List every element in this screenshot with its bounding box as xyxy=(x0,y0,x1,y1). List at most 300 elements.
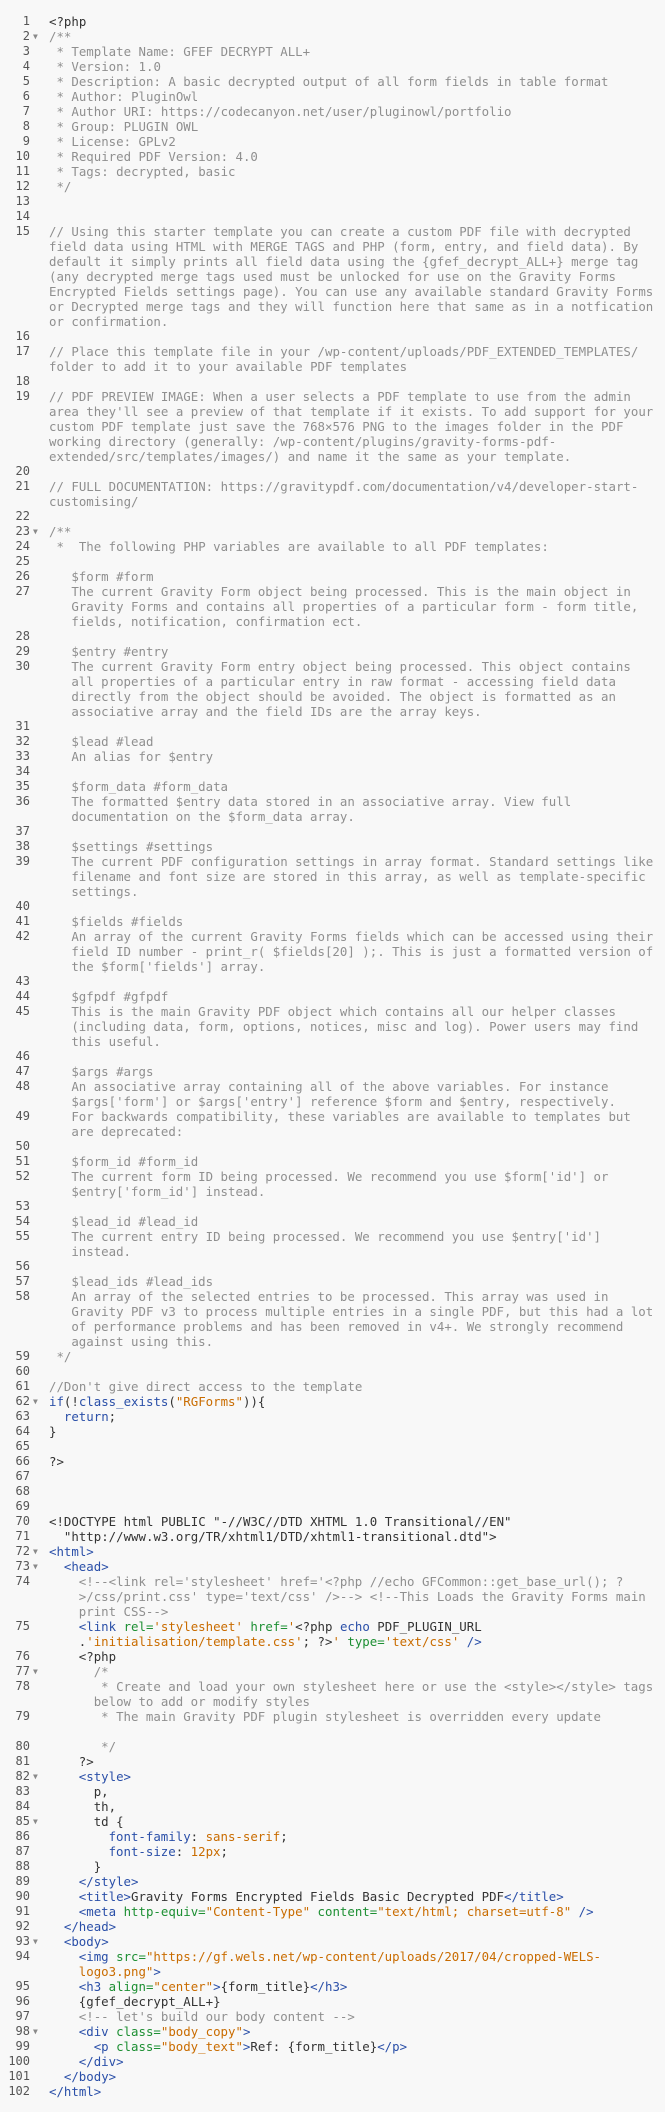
code-line[interactable] xyxy=(49,1994,657,2009)
code-token: ' xyxy=(332,1634,340,1649)
line-number: 20 xyxy=(15,464,30,478)
line-number: 2 xyxy=(22,29,30,43)
line-number: 43 xyxy=(15,974,30,988)
line-number: 69 xyxy=(15,1499,30,1513)
line-number: 56 xyxy=(15,1259,30,1273)
code-token: * Description: A basic decrypted output of all form fields in table format xyxy=(49,74,609,89)
code-line[interactable] xyxy=(49,149,657,164)
line-number: 75 xyxy=(15,1619,30,1633)
code-line[interactable] xyxy=(49,1754,657,1769)
line-number: 92 xyxy=(15,1919,30,1933)
line-number: 68 xyxy=(15,1484,30,1498)
code-token: http-equiv= xyxy=(123,1904,206,1919)
code-token: > xyxy=(242,2024,251,2039)
code-token: <?php xyxy=(78,1649,117,1664)
line-number: 3 xyxy=(22,44,30,58)
code-token: p, xyxy=(93,1784,109,1799)
code-token: $entry #entry xyxy=(71,644,169,659)
code-token: href= xyxy=(242,1619,288,1634)
code-token: An associative array containing all of the above variables. For instance $args['form'] or $args['entry'] reference $form and $entry, respectively. xyxy=(71,1079,616,1109)
code-token: /** xyxy=(49,29,72,44)
line-number: 35 xyxy=(15,779,30,793)
code-token: <html> xyxy=(49,1544,94,1559)
line-number: 28 xyxy=(15,629,30,643)
line-number: 64 xyxy=(15,1424,30,1438)
code-token: </head> xyxy=(63,1919,117,1934)
code-line[interactable] xyxy=(49,644,657,659)
code-token: <body> xyxy=(63,1934,109,1949)
line-number: 41 xyxy=(15,914,30,928)
line-number: 98 xyxy=(15,2024,30,2038)
code-token: $lead_ids #lead_ids xyxy=(71,1274,214,1289)
code-line[interactable] xyxy=(49,2009,657,2024)
line-number: 70 xyxy=(15,1514,30,1528)
code-line[interactable] xyxy=(49,29,657,44)
code-line[interactable] xyxy=(49,224,661,329)
code-line[interactable] xyxy=(49,659,657,719)
code-token: (! xyxy=(63,1394,79,1409)
code-token: {gfef_decrypt_ALL+} xyxy=(78,1994,221,2009)
line-number: 80 xyxy=(15,1739,30,1753)
code-line[interactable] xyxy=(49,524,657,539)
line-number: 62 xyxy=(15,1394,30,1408)
code-line[interactable] xyxy=(49,1649,657,1664)
code-token: <p xyxy=(93,2039,117,2054)
code-token: * Template Name: GFEF DECRYPT ALL+ xyxy=(49,44,311,59)
fold-triangle-icon[interactable]: ▼ xyxy=(33,1562,38,1571)
line-number: 73 xyxy=(15,1559,30,1573)
line-number: 88 xyxy=(15,1859,30,1873)
code-line[interactable] xyxy=(49,74,657,89)
code-token: 12px xyxy=(190,1844,221,1859)
line-number: 17 xyxy=(15,344,30,358)
code-token: /* xyxy=(93,1664,109,1679)
code-line[interactable] xyxy=(49,1784,657,1799)
code-token: ; ?> xyxy=(302,1634,333,1649)
line-number: 12 xyxy=(15,179,30,193)
code-token: src= xyxy=(116,1949,146,1964)
code-line[interactable] xyxy=(49,1409,657,1424)
code-token: $fields #fields xyxy=(71,914,184,929)
line-number: 16 xyxy=(15,329,30,343)
line-number: 71 xyxy=(15,1529,30,1543)
code-token: echo xyxy=(339,1619,370,1634)
line-number: 22 xyxy=(15,509,30,523)
code-token: Gravity Forms Encrypted Fields Basic Decrypted PDF xyxy=(131,1889,505,1904)
line-number: 19 xyxy=(15,389,30,403)
code-token: <?php xyxy=(295,1619,340,1634)
code-token: * Author URI: https://codecanyon.net/user/pluginowl/portfolio xyxy=(49,104,512,119)
code-line[interactable] xyxy=(49,44,657,59)
code-line[interactable] xyxy=(49,1979,657,1994)
code-token: </title> xyxy=(504,1889,564,1904)
code-token: // Using this starter template you can create a custom PDF file with decrypted field data using HTML with MERGE TAGS and PHP (form, entry, and field data). By default it simply prints all field data using the {gfef_decrypt_ALL+} merge tag (any decrypted merge tags used must be unlocked for use on the Gravity Forms Encrypted Fields settings page). You can use any available standard Gravity Forms or Decrypted merge tags and they will function here that same as in a notfication or confirmation. xyxy=(49,224,661,329)
code-line[interactable] xyxy=(49,1859,657,1874)
code-line[interactable] xyxy=(49,1289,661,1349)
code-token: <!--<link rel='stylesheet' href='<?php //echo GFCommon::get_base_url(); ?>/css/print.css' type='text/css' />--> <!--This Loads the Gravity Forms main print CSS--> xyxy=(78,1574,654,1619)
code-line[interactable] xyxy=(49,1619,657,1649)
code-token: $lead_id #lead_id xyxy=(71,1214,199,1229)
line-number: 67 xyxy=(15,1469,30,1483)
code-token: $lead #lead xyxy=(71,734,154,749)
fold-triangle-icon[interactable]: ▼ xyxy=(33,2027,38,2036)
code-token: <!-- let's build our body content --> xyxy=(78,2009,355,2024)
code-line[interactable] xyxy=(49,1769,657,1784)
line-number: 46 xyxy=(15,1049,30,1063)
code-line[interactable] xyxy=(49,584,657,629)
code-token: } xyxy=(93,1859,102,1874)
fold-triangle-icon[interactable]: ▼ xyxy=(33,1547,38,1556)
code-token: ; xyxy=(220,1844,228,1859)
code-token: ; xyxy=(280,1829,288,1844)
code-line[interactable] xyxy=(49,1874,657,1889)
code-token: The formatted $entry data stored in an associative array. View full documentation on the $form_data array. xyxy=(71,794,579,824)
code-line[interactable] xyxy=(49,134,657,149)
code-token: { xyxy=(257,1394,266,1409)
code-line[interactable] xyxy=(49,2084,657,2099)
code-token: * The main Gravity PDF plugin stylesheet is overridden every update xyxy=(93,1709,601,1724)
code-line[interactable] xyxy=(49,2039,657,2054)
line-number: 102 xyxy=(8,2084,30,2098)
code-line[interactable] xyxy=(49,1544,657,1559)
code-token: ' xyxy=(287,1619,296,1634)
code-token: "text/html; charset=utf-8" xyxy=(377,1904,572,1919)
code-line[interactable] xyxy=(49,914,657,929)
line-number: 83 xyxy=(15,1784,30,1798)
code-token: )) xyxy=(242,1394,258,1409)
code-token: "Content-Type" xyxy=(205,1904,311,1919)
code-line[interactable] xyxy=(49,794,657,824)
code-token: // FULL DOCUMENTATION: https://gravitypdf.com/documentation/v4/developer-start-customising/ xyxy=(49,479,639,509)
code-line[interactable] xyxy=(49,344,657,374)
line-number: 10 xyxy=(15,149,30,163)
code-token: * Tags: decrypted, basic xyxy=(49,164,236,179)
code-token: $args #args xyxy=(71,1064,154,1079)
line-number: 65 xyxy=(15,1439,30,1453)
code-token: For backwards compatibility, these variables are available to templates but are deprecated: xyxy=(71,1109,639,1139)
line-number: 8 xyxy=(22,119,30,133)
code-line[interactable] xyxy=(49,1889,657,1904)
fold-triangle-icon[interactable]: ▼ xyxy=(33,1772,38,1781)
code-token: ?> xyxy=(49,1454,64,1469)
code-line[interactable] xyxy=(49,749,657,764)
line-number: 76 xyxy=(15,1649,30,1663)
code-token: type= xyxy=(339,1634,385,1649)
line-number: 11 xyxy=(15,164,30,178)
line-number: 31 xyxy=(15,719,30,733)
code-token: */ xyxy=(49,1349,72,1364)
code-line[interactable] xyxy=(49,1004,657,1049)
code-token: </html> xyxy=(49,2084,102,2099)
line-number: 89 xyxy=(15,1874,30,1888)
code-token: $form_id #form_id xyxy=(71,1154,199,1169)
code-token: </h3> xyxy=(310,1979,348,1994)
line-number: 95 xyxy=(15,1979,30,1993)
line-number: 82 xyxy=(15,1769,30,1783)
code-token: The current form ID being processed. We recommend you use $form['id'] or $entry['form_id'] instead. xyxy=(71,1169,616,1199)
code-line[interactable] xyxy=(49,1349,657,1364)
code-token: ?> xyxy=(78,1754,94,1769)
line-number: 24 xyxy=(15,539,30,553)
line-number: 36 xyxy=(15,794,30,808)
code-token: "center" xyxy=(153,1979,214,1994)
line-number: 79 xyxy=(15,1709,30,1723)
code-token: */ xyxy=(93,1739,117,1754)
code-line[interactable] xyxy=(49,2024,657,2039)
line-number: 21 xyxy=(15,479,30,493)
code-token: th, xyxy=(93,1799,117,1814)
code-token: $gfpdf #gfpdf xyxy=(71,989,169,1004)
code-line[interactable] xyxy=(49,1559,657,1574)
code-line[interactable] xyxy=(49,1709,657,1724)
line-number: 15 xyxy=(15,224,30,238)
line-number: 53 xyxy=(15,1199,30,1213)
code-token: return xyxy=(63,1409,109,1424)
code-token: 'stylesheet' xyxy=(153,1619,243,1634)
code-token: /> xyxy=(571,1904,594,1919)
code-line[interactable] xyxy=(49,59,657,74)
line-number: 32 xyxy=(15,734,30,748)
line-number: 66 xyxy=(15,1454,30,1468)
code-token: : xyxy=(175,1844,191,1859)
code-token: > xyxy=(213,1979,221,1994)
code-line[interactable] xyxy=(49,1574,657,1619)
code-token: </body> xyxy=(63,2069,117,2084)
code-token: <div xyxy=(78,2024,117,2039)
code-line[interactable] xyxy=(49,1814,657,1829)
code-line[interactable] xyxy=(49,1844,657,1859)
code-line[interactable] xyxy=(49,854,661,899)
line-number: 78 xyxy=(15,1679,30,1693)
code-token: align= xyxy=(108,1979,154,1994)
code-line[interactable] xyxy=(49,1664,657,1679)
code-token: PDF_PLUGIN_URL . xyxy=(78,1619,490,1649)
line-number: 33 xyxy=(15,749,30,763)
line-number: 90 xyxy=(15,1889,30,1903)
line-number: 100 xyxy=(8,2054,30,2068)
code-token: sans-serif xyxy=(205,1829,281,1844)
line-number: 5 xyxy=(22,74,30,88)
line-number: 25 xyxy=(15,554,30,568)
fold-triangle-icon[interactable]: ▼ xyxy=(33,1667,38,1676)
code-token: // Place this template file in your /wp-content/uploads/PDF_EXTENDED_TEMPLATES/ folder to add it to your available PDF templates xyxy=(49,344,646,374)
code-line[interactable] xyxy=(49,1154,657,1169)
code-token: <style> xyxy=(78,1769,132,1784)
fold-triangle-icon[interactable]: ▼ xyxy=(33,527,38,536)
code-token: <!DOCTYPE html PUBLIC "-//W3C//DTD XHTML 1.0 Transitional//EN" "http://www.w3.org/TR/xhtml1/DTD/xhtml1-transitional.dtd"> xyxy=(49,1514,512,1544)
code-line[interactable] xyxy=(49,89,657,104)
line-number: 7 xyxy=(22,104,30,118)
code-token: <?php xyxy=(49,14,87,29)
line-number: 37 xyxy=(15,824,30,838)
line-number: 27 xyxy=(15,584,30,598)
code-line[interactable] xyxy=(49,1829,657,1844)
line-number: 93 xyxy=(15,1934,30,1948)
fold-triangle-icon[interactable]: ▼ xyxy=(33,1397,38,1406)
code-token: * Group: PLUGIN OWL xyxy=(49,119,199,134)
code-line[interactable] xyxy=(49,1214,657,1229)
code-line[interactable] xyxy=(49,569,657,584)
line-number: 6 xyxy=(22,89,30,103)
line-number: 91 xyxy=(15,1904,30,1918)
line-number: 47 xyxy=(15,1064,30,1078)
line-number: 42 xyxy=(15,929,30,943)
code-line[interactable] xyxy=(49,179,657,194)
code-token: The current PDF configuration settings in array format. Standard settings like filename and font size are stored in this array, as well as template-specific settings. xyxy=(71,854,661,899)
line-number: 77 xyxy=(15,1664,30,1678)
code-token: <head> xyxy=(63,1559,109,1574)
code-line[interactable] xyxy=(49,1109,657,1139)
code-line[interactable] xyxy=(49,779,657,794)
code-line[interactable] xyxy=(49,1394,657,1409)
line-number: 38 xyxy=(15,839,30,853)
code-token: //Don't give direct access to the template xyxy=(49,1379,363,1394)
code-token: Ref: {form_title} xyxy=(250,2039,378,2054)
code-line[interactable] xyxy=(49,1934,657,1949)
code-line[interactable] xyxy=(49,479,657,509)
code-line[interactable] xyxy=(49,1424,657,1439)
line-number: 99 xyxy=(15,2039,30,2053)
code-token: </p> xyxy=(377,2039,408,2054)
line-number: 59 xyxy=(15,1349,30,1363)
line-number: 55 xyxy=(15,1229,30,1243)
code-token: * The following PHP variables are available to all PDF templates: xyxy=(49,539,549,554)
code-token: * Required PDF Version: 4.0 xyxy=(49,149,258,164)
code-line[interactable] xyxy=(49,839,657,854)
code-token: * Author: PluginOwl xyxy=(49,89,199,104)
fold-triangle-icon[interactable]: ▼ xyxy=(33,1817,38,1826)
line-number: 49 xyxy=(15,1109,30,1123)
line-number: 13 xyxy=(15,194,30,208)
code-token: The current Gravity Form object being processed. This is the main object in Gravity Forms and contains all properties of a particular form - form title, fields, notification, confirmation ect. xyxy=(71,584,646,629)
code-line[interactable] xyxy=(49,539,657,554)
code-line[interactable] xyxy=(49,1949,657,1979)
code-token: </style> xyxy=(78,1874,139,1889)
line-number: 45 xyxy=(15,1004,30,1018)
line-number: 29 xyxy=(15,644,30,658)
code-line[interactable] xyxy=(49,1379,657,1394)
line-number: 50 xyxy=(15,1139,30,1153)
code-line[interactable] xyxy=(49,389,661,464)
code-token: > xyxy=(242,2039,251,2054)
code-token: * Create and load your own stylesheet here or use the <style></style> tags below to add or modify styles xyxy=(93,1679,661,1709)
code-token: The current Gravity Form entry object being processed. This object contains all properties of a particular entry in raw format - accessing field data directly from the object should be avoided. The object is formatted as an associative array and the field IDs are the array keys. xyxy=(71,659,639,719)
code-token: td { xyxy=(93,1814,124,1829)
line-number: 63 xyxy=(15,1409,30,1423)
code-line[interactable] xyxy=(49,1679,661,1709)
code-token: "body_copy" xyxy=(160,2024,243,2039)
code-line[interactable] xyxy=(49,1079,657,1109)
code-line[interactable] xyxy=(49,14,657,29)
code-line[interactable] xyxy=(49,1229,657,1259)
code-token: $form_data #form_data xyxy=(71,779,228,794)
code-line[interactable] xyxy=(49,104,657,119)
code-line[interactable] xyxy=(49,1514,657,1544)
code-line[interactable] xyxy=(49,119,657,134)
code-token: // PDF PREVIEW IMAGE: When a user selects a PDF template to use from the admin area they'll see a preview of that template if it exists. To add support for your custom PDF template just save the 768×576 PNG to the images folder in the PDF working directory (generally: /wp-content/plugins/gravity-forms-pdf-extended/src/templates/images/) and name it the same as your template. xyxy=(49,389,661,464)
line-number: 4 xyxy=(22,59,30,73)
code-token: "https://gf.wels.net/wp-content/uploads/2017/04/cropped-WELS-logo3.png" xyxy=(78,1949,602,1979)
code-token: * License: GPLv2 xyxy=(49,134,176,149)
code-token: "body_text" xyxy=(160,2039,243,2054)
code-line[interactable] xyxy=(49,1169,657,1199)
line-number: 1 xyxy=(22,14,30,28)
code-token: /** xyxy=(49,524,72,539)
line-number: 96 xyxy=(15,1994,30,2008)
line-number: 84 xyxy=(15,1799,30,1813)
code-token: > xyxy=(153,1964,161,1979)
code-token: class_exists xyxy=(78,1394,169,1409)
code-token: "RGForms" xyxy=(175,1394,243,1409)
code-token: </div> xyxy=(78,2054,124,2069)
code-token: An array of the current Gravity Forms fields which can be accessed using their field ID number - print_r( $fields[20] );. This is just a formatted version of the $form['fields'] array. xyxy=(71,929,661,974)
line-number: 52 xyxy=(15,1169,30,1183)
line-number: 57 xyxy=(15,1274,30,1288)
line-number: 54 xyxy=(15,1214,30,1228)
code-token: <h3 xyxy=(78,1979,109,1994)
fold-triangle-icon[interactable]: ▼ xyxy=(33,32,38,41)
code-token: <link xyxy=(78,1619,124,1634)
code-token: <img xyxy=(78,1949,117,1964)
code-line[interactable] xyxy=(49,2054,657,2069)
line-number: 101 xyxy=(8,2069,30,2083)
code-line[interactable] xyxy=(49,164,657,179)
code-token: {form_title} xyxy=(220,1979,311,1994)
line-number: 86 xyxy=(15,1829,30,1843)
fold-triangle-icon[interactable]: ▼ xyxy=(33,1937,38,1946)
line-number: 97 xyxy=(15,2009,30,2023)
line-number: 72 xyxy=(15,1544,30,1558)
code-line[interactable] xyxy=(49,1739,657,1754)
code-line[interactable] xyxy=(49,1274,657,1289)
code-line[interactable] xyxy=(49,1919,657,1934)
code-line[interactable] xyxy=(49,989,657,1004)
code-line[interactable] xyxy=(49,734,657,749)
code-token: An alias for $entry xyxy=(71,749,214,764)
line-number: 26 xyxy=(15,569,30,583)
code-line[interactable] xyxy=(49,2069,657,2084)
line-number: 74 xyxy=(15,1574,30,1588)
code-token: class= xyxy=(116,2024,161,2039)
line-number: 34 xyxy=(15,764,30,778)
code-token: 'initialisation/template.css' xyxy=(86,1634,303,1649)
line-number: 18 xyxy=(15,374,30,388)
line-number: 39 xyxy=(15,854,30,868)
code-token: $form #form xyxy=(71,569,154,584)
code-token: * Version: 1.0 xyxy=(49,59,161,74)
code-line[interactable] xyxy=(49,929,661,974)
code-line[interactable] xyxy=(49,1064,657,1079)
code-token: This is the main Gravity PDF object which contains all our helper classes (including data, form, options, notices, misc and log). Power users may find this useful. xyxy=(71,1004,646,1049)
code-token: <meta xyxy=(78,1904,124,1919)
line-number: 94 xyxy=(15,1949,30,1963)
line-number: 14 xyxy=(15,209,30,223)
code-line[interactable] xyxy=(49,1454,657,1469)
line-number: 23 xyxy=(15,524,30,538)
line-number: 40 xyxy=(15,899,30,913)
code-token: : xyxy=(190,1829,206,1844)
code-token: ( xyxy=(168,1394,176,1409)
code-token: content= xyxy=(310,1904,378,1919)
code-line[interactable] xyxy=(49,1904,657,1919)
code-token: if xyxy=(49,1394,64,1409)
code-token: The current entry ID being processed. We recommend you use $entry['id'] instead. xyxy=(71,1229,609,1259)
code-token: 'text/css' xyxy=(384,1634,460,1649)
line-number: 61 xyxy=(15,1379,30,1393)
line-number: 30 xyxy=(15,659,30,673)
code-line[interactable] xyxy=(49,1799,657,1814)
code-token: /> xyxy=(459,1634,482,1649)
